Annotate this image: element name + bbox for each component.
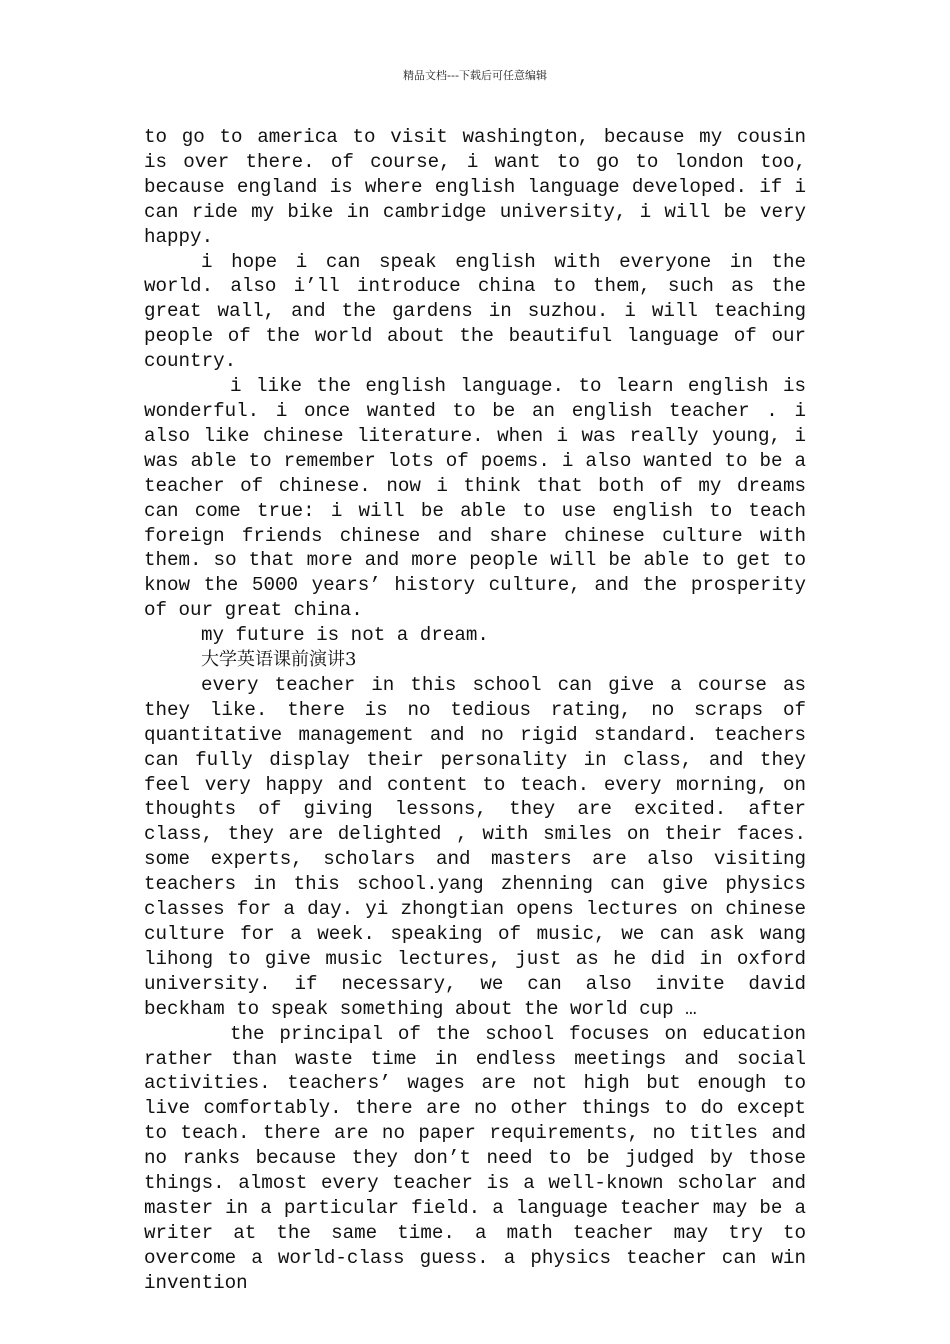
paragraph-5: every teacher in this school can give a course as they like. there is no tedious rating, no scraps of quantitative management and no rigid standard. teachers can fully display their personality in class, and they feel very happy and content to teach. every morning, on thoughts of giving lessons, they are excited. after class, they are delighted , with smiles on their faces. some experts, scholars and masters are also visiting teachers in this school.yang zhenning can give physics classes for a day. yi zhongtian opens lectures on chinese culture for a week. speaking of music, we can ask wang lihong to give music lectures, just as he did in oxford university. if necessary, we can also invite david beckham to speak something about the world cup … <box>144 673 806 1020</box>
paragraph-3: i like the english language. to learn english is wonderful. i once wanted to be an english teacher . i also like chinese literature. when i was really young, i was able to remember lots of poems. i also wanted to be a teacher of chinese. now i think that both of my dreams can come true: i will be able to use english to teach foreign friends chinese and share chinese culture with them. so that more and more people will be able to get to know the 5000 years’ history culture, and the prosperity of our great china. <box>144 375 806 622</box>
paragraph-6: the principal of the school focuses on education rather than waste time in endless meetings and social activities. teachers’ wages are not high but enough to live comfortably. there are no other things to do except to teach. there are no paper requirements, no titles and no ranks because they don’t need to be judged by those things. almost every teacher is a well-known scholar and master in a particular field. a language teacher may be a writer at the same time. a math teacher may try to overcome a world-class guess. a physics teacher can win invention <box>144 1022 806 1294</box>
page-header: 精品文档---下载后可任意编辑 <box>403 69 547 82</box>
paragraph-2: i hope i can speak english with everyone in the world. also i’ll introduce china to them, such as the great wall, and the gardens in suzhou. i will teaching people of the world about the beautiful language of our country. <box>144 250 806 373</box>
paragraph-4: my future is not a dream. <box>201 624 489 647</box>
document-body <box>144 125 806 1296</box>
section-heading: 大学英语课前演讲3 <box>201 649 357 671</box>
paragraph-1: to go to america to visit washington, because my cousin is over there. of course, i want to go to london too, because england is where english language developed. if i can ride my bike in cambridge university, i will be very happy. <box>144 126 806 248</box>
